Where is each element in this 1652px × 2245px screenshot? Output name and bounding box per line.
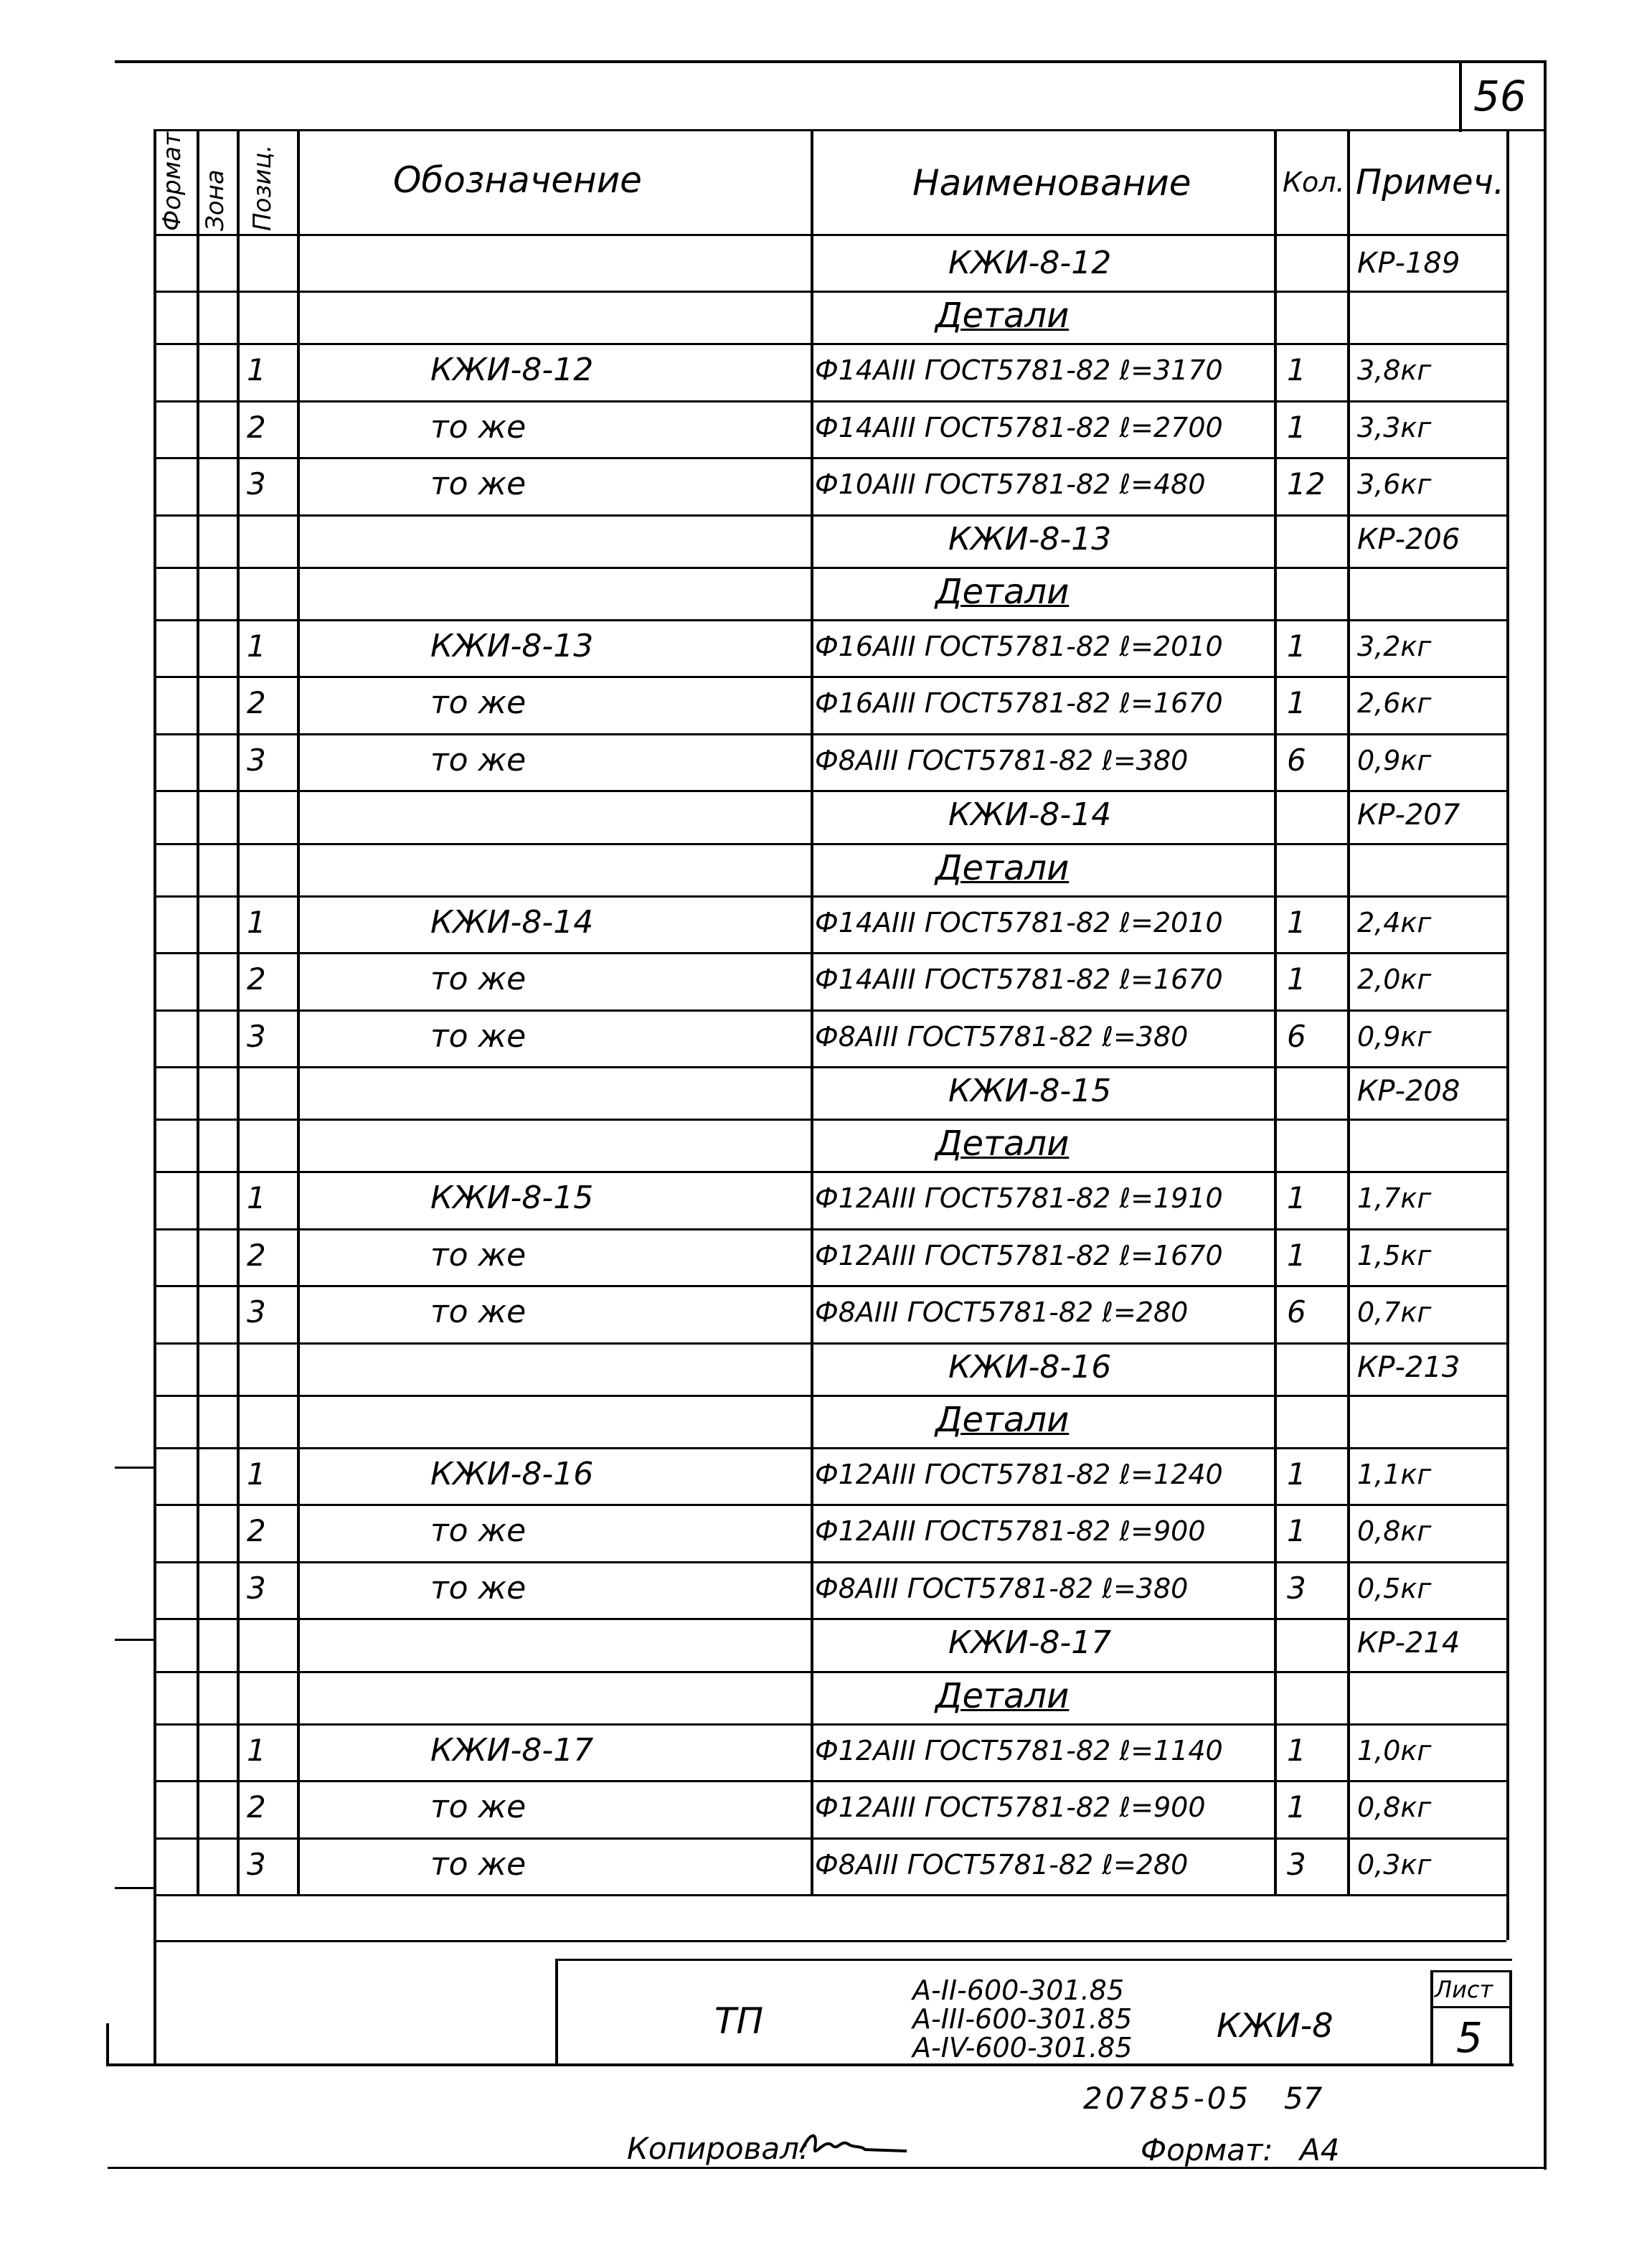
- row-designation: то же: [430, 1294, 527, 1330]
- row-line: [154, 1618, 1506, 1620]
- row-designation: то же: [430, 684, 527, 721]
- row-note: 2,0кг: [1357, 964, 1432, 995]
- row-section-title: Детали: [935, 847, 1070, 888]
- row-qty: 6: [1287, 1018, 1306, 1054]
- row-designation: то же: [430, 1845, 527, 1883]
- row-group-name: КЖИ-8-17: [948, 1624, 1112, 1661]
- row-position: 2: [247, 1789, 266, 1825]
- row-position: 3: [247, 742, 266, 778]
- row-line: [154, 1228, 1506, 1230]
- row-item-name: Ф8АIII ГОСТ5781-82 ℓ=280: [815, 1296, 1189, 1328]
- title-block-right: [1509, 1970, 1512, 2066]
- title-block-left: [555, 1959, 558, 2066]
- row-line: [154, 1285, 1506, 1287]
- row-line: [154, 676, 1506, 678]
- row-note: 3,2кг: [1357, 630, 1432, 662]
- row-line: [154, 619, 1506, 621]
- row-item-name: Ф12АIII ГОСТ5781-82 ℓ=1240: [815, 1458, 1223, 1490]
- row-position: 1: [247, 1180, 266, 1215]
- sheet-label: Лист: [1435, 1976, 1493, 2003]
- archive-page: 57: [1284, 2081, 1323, 2116]
- header-qty: Кол.: [1283, 166, 1345, 198]
- row-position: 2: [247, 1513, 266, 1548]
- format-value: А4: [1300, 2132, 1340, 2168]
- row-line: [154, 1447, 1506, 1449]
- row-designation: то же: [430, 1512, 527, 1549]
- row-line: [154, 1342, 1506, 1345]
- row-qty: 3: [1287, 1846, 1306, 1882]
- page-number-box-left: [1459, 60, 1462, 132]
- frame-section-line: [154, 1940, 1506, 1942]
- row-note: 3,8кг: [1357, 354, 1432, 386]
- row-note: 0,3кг: [1357, 1848, 1432, 1881]
- row-qty: 1: [1287, 904, 1306, 940]
- header-top-line: [154, 129, 1506, 131]
- row-line: [154, 291, 1506, 293]
- row-line: [154, 895, 1506, 898]
- row-line: [154, 1780, 1506, 1782]
- row-line: [154, 1504, 1506, 1506]
- row-group-name: КЖИ-8-12: [948, 244, 1112, 281]
- row-section-title: Детали: [935, 1123, 1070, 1164]
- margin-tick: [115, 1639, 155, 1641]
- row-designation: то же: [430, 1017, 527, 1055]
- row-group-name: КЖИ-8-14: [948, 796, 1112, 833]
- row-designation: то же: [430, 408, 527, 446]
- row-line: [154, 790, 1506, 792]
- row-position: 2: [247, 961, 266, 997]
- row-position: 3: [247, 1018, 266, 1054]
- header-bottom-line: [154, 234, 1506, 236]
- row-group-name: КЖИ-8-16: [948, 1348, 1112, 1385]
- row-qty: 1: [1287, 352, 1306, 387]
- row-line: [154, 1894, 1506, 1896]
- title-block-series-3: А-IV-600-301.85: [912, 2032, 1133, 2063]
- row-qty: 1: [1287, 1237, 1306, 1273]
- row-note: 1,5кг: [1357, 1239, 1432, 1271]
- row-position: 2: [247, 409, 266, 445]
- row-line: [154, 567, 1506, 569]
- row-line: [154, 1561, 1506, 1563]
- copied-label: Копировал:: [627, 2131, 810, 2166]
- title-block-series-2: А-III-600-301.85: [912, 2003, 1133, 2035]
- row-item-name: Ф14АIII ГОСТ5781-82 ℓ=3170: [815, 354, 1223, 386]
- row-item-name: Ф16АIII ГОСТ5781-82 ℓ=1670: [815, 687, 1223, 719]
- row-position: 1: [247, 1732, 266, 1768]
- column-divider: [297, 129, 300, 1894]
- row-designation: КЖИ-8-13: [430, 627, 594, 664]
- row-qty: 3: [1287, 1570, 1306, 1606]
- row-note: 2,4кг: [1357, 906, 1432, 938]
- row-item-name: Ф14АIII ГОСТ5781-82 ℓ=2010: [815, 906, 1223, 938]
- row-position: 2: [247, 1237, 266, 1273]
- header-zone: Зона: [201, 169, 230, 231]
- row-item-name: Ф8АIII ГОСТ5781-82 ℓ=380: [815, 744, 1189, 776]
- row-qty: 1: [1287, 409, 1306, 445]
- row-item-name: Ф14АIII ГОСТ5781-82 ℓ=1670: [815, 964, 1223, 995]
- title-block-sheet-label-line: [1430, 2006, 1511, 2008]
- row-designation: то же: [430, 1789, 527, 1825]
- header-format: Формат: [158, 132, 187, 231]
- column-divider: [1274, 129, 1277, 1894]
- row-qty: 6: [1287, 742, 1306, 778]
- row-section-title: Детали: [935, 571, 1070, 612]
- title-block-tp: ТП: [714, 2000, 764, 2042]
- margin-tick: [115, 1467, 155, 1469]
- column-divider: [237, 129, 240, 1894]
- row-note: КР-208: [1357, 1074, 1460, 1108]
- frame-left-line: [154, 129, 156, 2066]
- title-block-series-1: А-II-600-301.85: [912, 1975, 1125, 2006]
- row-item-name: Ф12АIII ГОСТ5781-82 ℓ=1910: [815, 1182, 1223, 1214]
- row-item-name: Ф12АIII ГОСТ5781-82 ℓ=900: [815, 1792, 1206, 1823]
- row-note: 0,8кг: [1357, 1515, 1432, 1547]
- row-line: [154, 457, 1506, 459]
- row-note: 0,9кг: [1357, 1020, 1432, 1053]
- row-position: 1: [247, 352, 266, 387]
- row-qty: 1: [1287, 628, 1306, 664]
- archive-number: 20785-05: [1083, 2081, 1252, 2116]
- row-qty: 1: [1287, 685, 1306, 720]
- row-item-name: Ф8АIII ГОСТ5781-82 ℓ=380: [815, 1572, 1189, 1604]
- title-block-inner-top: [1430, 1970, 1511, 1972]
- column-divider: [811, 129, 813, 1894]
- row-line: [154, 1671, 1506, 1673]
- row-designation: КЖИ-8-15: [430, 1180, 594, 1216]
- row-item-name: Ф10АIII ГОСТ5781-82 ℓ=480: [815, 469, 1206, 500]
- row-position: 1: [247, 1456, 266, 1492]
- row-item-name: Ф12АIII ГОСТ5781-82 ℓ=1670: [815, 1239, 1223, 1271]
- row-note: КР-213: [1357, 1350, 1460, 1384]
- row-position: 1: [247, 904, 266, 940]
- row-line: [154, 514, 1506, 517]
- row-designation: то же: [430, 961, 527, 997]
- column-divider: [1506, 129, 1509, 1894]
- row-position: 3: [247, 1846, 266, 1882]
- row-note: КР-189: [1357, 246, 1460, 280]
- row-note: 2,6кг: [1357, 687, 1432, 719]
- row-qty: 1: [1287, 1456, 1306, 1492]
- row-line: [154, 1009, 1506, 1012]
- row-designation: то же: [430, 1569, 527, 1606]
- row-position: 2: [247, 685, 266, 720]
- row-note: 0,8кг: [1357, 1792, 1432, 1823]
- row-note: КР-214: [1357, 1627, 1460, 1660]
- row-qty: 1: [1287, 961, 1306, 997]
- row-position: 1: [247, 628, 266, 664]
- row-position: 3: [247, 1570, 266, 1606]
- row-note: 1,0кг: [1357, 1734, 1432, 1766]
- row-note: 0,5кг: [1357, 1572, 1432, 1604]
- row-note: КР-206: [1357, 522, 1460, 556]
- row-section-title: Детали: [935, 1399, 1070, 1440]
- row-line: [154, 1837, 1506, 1840]
- row-qty: 12: [1287, 466, 1326, 502]
- row-qty: 1: [1287, 1180, 1306, 1215]
- row-designation: то же: [430, 741, 527, 778]
- row-designation: то же: [430, 1236, 527, 1274]
- frame-bottom-line: [108, 2063, 1514, 2066]
- row-note: 1,7кг: [1357, 1182, 1432, 1214]
- row-qty: 1: [1287, 1732, 1306, 1768]
- row-line: [154, 400, 1506, 403]
- row-item-name: Ф12АIII ГОСТ5781-82 ℓ=1140: [815, 1734, 1223, 1766]
- row-item-name: Ф12АIII ГОСТ5781-82 ℓ=900: [815, 1515, 1206, 1547]
- row-note: 1,1кг: [1357, 1458, 1432, 1490]
- column-divider: [1506, 1894, 1509, 1940]
- row-item-name: Ф8АIII ГОСТ5781-82 ℓ=280: [815, 1848, 1189, 1881]
- row-designation: то же: [430, 466, 527, 502]
- row-designation: КЖИ-8-14: [430, 903, 594, 941]
- margin-tick: [115, 1887, 155, 1889]
- title-block-sheet-divider: [1430, 1970, 1433, 2066]
- row-qty: 1: [1287, 1789, 1306, 1825]
- row-note: 0,7кг: [1357, 1296, 1432, 1328]
- row-designation: КЖИ-8-17: [430, 1731, 594, 1769]
- row-line: [154, 1171, 1506, 1173]
- row-section-title: Детали: [935, 1675, 1070, 1716]
- row-line: [154, 1723, 1506, 1726]
- row-line: [154, 343, 1506, 345]
- row-designation: КЖИ-8-12: [430, 352, 594, 388]
- row-qty: 1: [1287, 1513, 1306, 1548]
- sheet-number: 5: [1456, 2013, 1483, 2062]
- row-group-name: КЖИ-8-13: [948, 520, 1112, 557]
- top-frame-line: [115, 60, 1547, 63]
- row-item-name: Ф14АIII ГОСТ5781-82 ℓ=2700: [815, 411, 1223, 443]
- header-position: Позиц.: [248, 144, 277, 231]
- header-designation: Обозначение: [393, 159, 642, 201]
- row-item-name: Ф16АIII ГОСТ5781-82 ℓ=2010: [815, 630, 1223, 662]
- format-label: Формат:: [1141, 2132, 1273, 2168]
- column-divider: [197, 129, 199, 1894]
- row-group-name: КЖИ-8-15: [948, 1072, 1112, 1109]
- row-position: 3: [247, 1294, 266, 1329]
- row-line: [154, 733, 1506, 735]
- row-note: 3,6кг: [1357, 469, 1432, 500]
- title-block-code: КЖИ-8: [1217, 2006, 1334, 2045]
- row-note: 0,9кг: [1357, 744, 1432, 776]
- header-name: Наименование: [912, 162, 1191, 204]
- row-note: КР-207: [1357, 799, 1460, 832]
- title-block-top: [555, 1959, 1512, 1961]
- frame-right-line: [1544, 60, 1547, 2170]
- row-line: [154, 1119, 1506, 1121]
- page-number: 56: [1473, 72, 1526, 121]
- row-designation: КЖИ-8-16: [430, 1455, 594, 1492]
- row-item-name: Ф8АIII ГОСТ5781-82 ℓ=380: [815, 1020, 1189, 1053]
- header-note: Примеч.: [1356, 162, 1505, 202]
- row-line: [154, 1395, 1506, 1397]
- row-position: 3: [247, 466, 266, 502]
- copyist-signature: [796, 2124, 911, 2167]
- row-line: [154, 843, 1506, 845]
- row-line: [154, 952, 1506, 954]
- column-divider: [1347, 129, 1350, 1894]
- row-qty: 6: [1287, 1294, 1306, 1329]
- binding-margin-line: [106, 2023, 109, 2066]
- row-section-title: Детали: [935, 295, 1070, 336]
- row-line: [154, 1066, 1506, 1068]
- row-note: 3,3кг: [1357, 411, 1432, 443]
